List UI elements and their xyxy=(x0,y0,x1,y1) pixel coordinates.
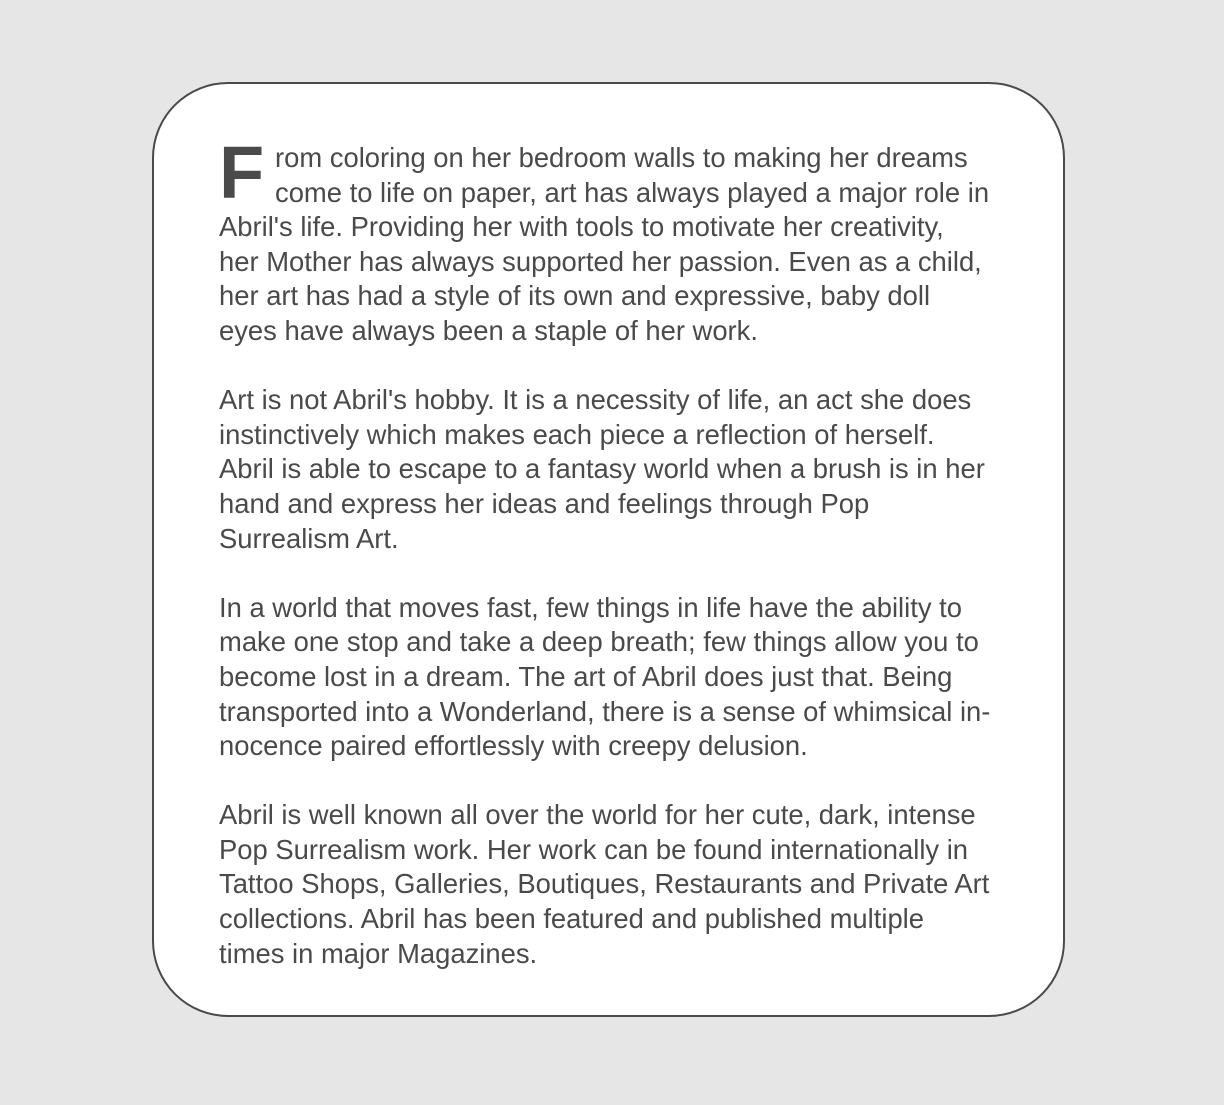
text-line: Abril is able to escape to a fantasy world when a brush is in her xyxy=(219,453,985,485)
text-line: come to life on paper, art has always played a major role in xyxy=(275,176,990,208)
text-line: her Mother has always supported her passion. Even as a child, xyxy=(219,245,982,277)
text-line: Surrealism Art. xyxy=(219,522,399,554)
text-line: hand and express her ideas and feelings through Pop xyxy=(219,487,870,519)
text-line: Abril is well known all over the world for her cute, dark, intense xyxy=(219,799,976,831)
paragraph-2 xyxy=(219,383,1049,556)
paragraph-3 xyxy=(219,591,1049,764)
text-line: make one stop and take a deep breath; few things allow you to xyxy=(219,626,979,658)
text-line: Art is not Abril's hobby. It is a necessity of life, an act she does xyxy=(219,384,972,416)
paragraph-spacer xyxy=(219,349,1049,384)
bio-card xyxy=(152,82,1065,1017)
text-line: nocence paired effortlessly with creepy delusion. xyxy=(219,730,808,762)
paragraph-spacer xyxy=(219,556,1049,591)
bio-text xyxy=(219,131,1049,971)
text-line: Abril's life. Providing her with tools to motivate her creativity, xyxy=(219,211,944,243)
text-line: Pop Surrealism work. Her work can be found internationally in xyxy=(219,833,969,865)
text-line: times in major Magazines. xyxy=(219,937,538,969)
text-line: instinctively which makes each piece a reflection of herself. xyxy=(219,418,935,450)
paragraph-1 xyxy=(219,131,1049,349)
drop-cap: F xyxy=(219,131,265,214)
text-line: eyes have always been a staple of her work. xyxy=(219,314,758,346)
text-line: her art has had a style of its own and expressive, baby doll xyxy=(219,280,931,312)
paragraph-spacer xyxy=(219,764,1049,799)
text-line: collections. Abril has been featured and published multiple xyxy=(219,903,925,935)
text-line: become lost in a dream. The art of Abril does just that. Being xyxy=(219,660,953,692)
paragraph-4 xyxy=(219,798,1049,971)
text-line: rom coloring on her bedroom walls to making her dreams xyxy=(275,142,968,173)
text-line: In a world that moves fast, few things in life have the ability to xyxy=(219,591,962,623)
text-line: transported into a Wonderland, there is a sense of whimsical in- xyxy=(219,695,991,727)
text-line: Tattoo Shops, Galleries, Boutiques, Restaurants and Private Art xyxy=(219,868,990,900)
